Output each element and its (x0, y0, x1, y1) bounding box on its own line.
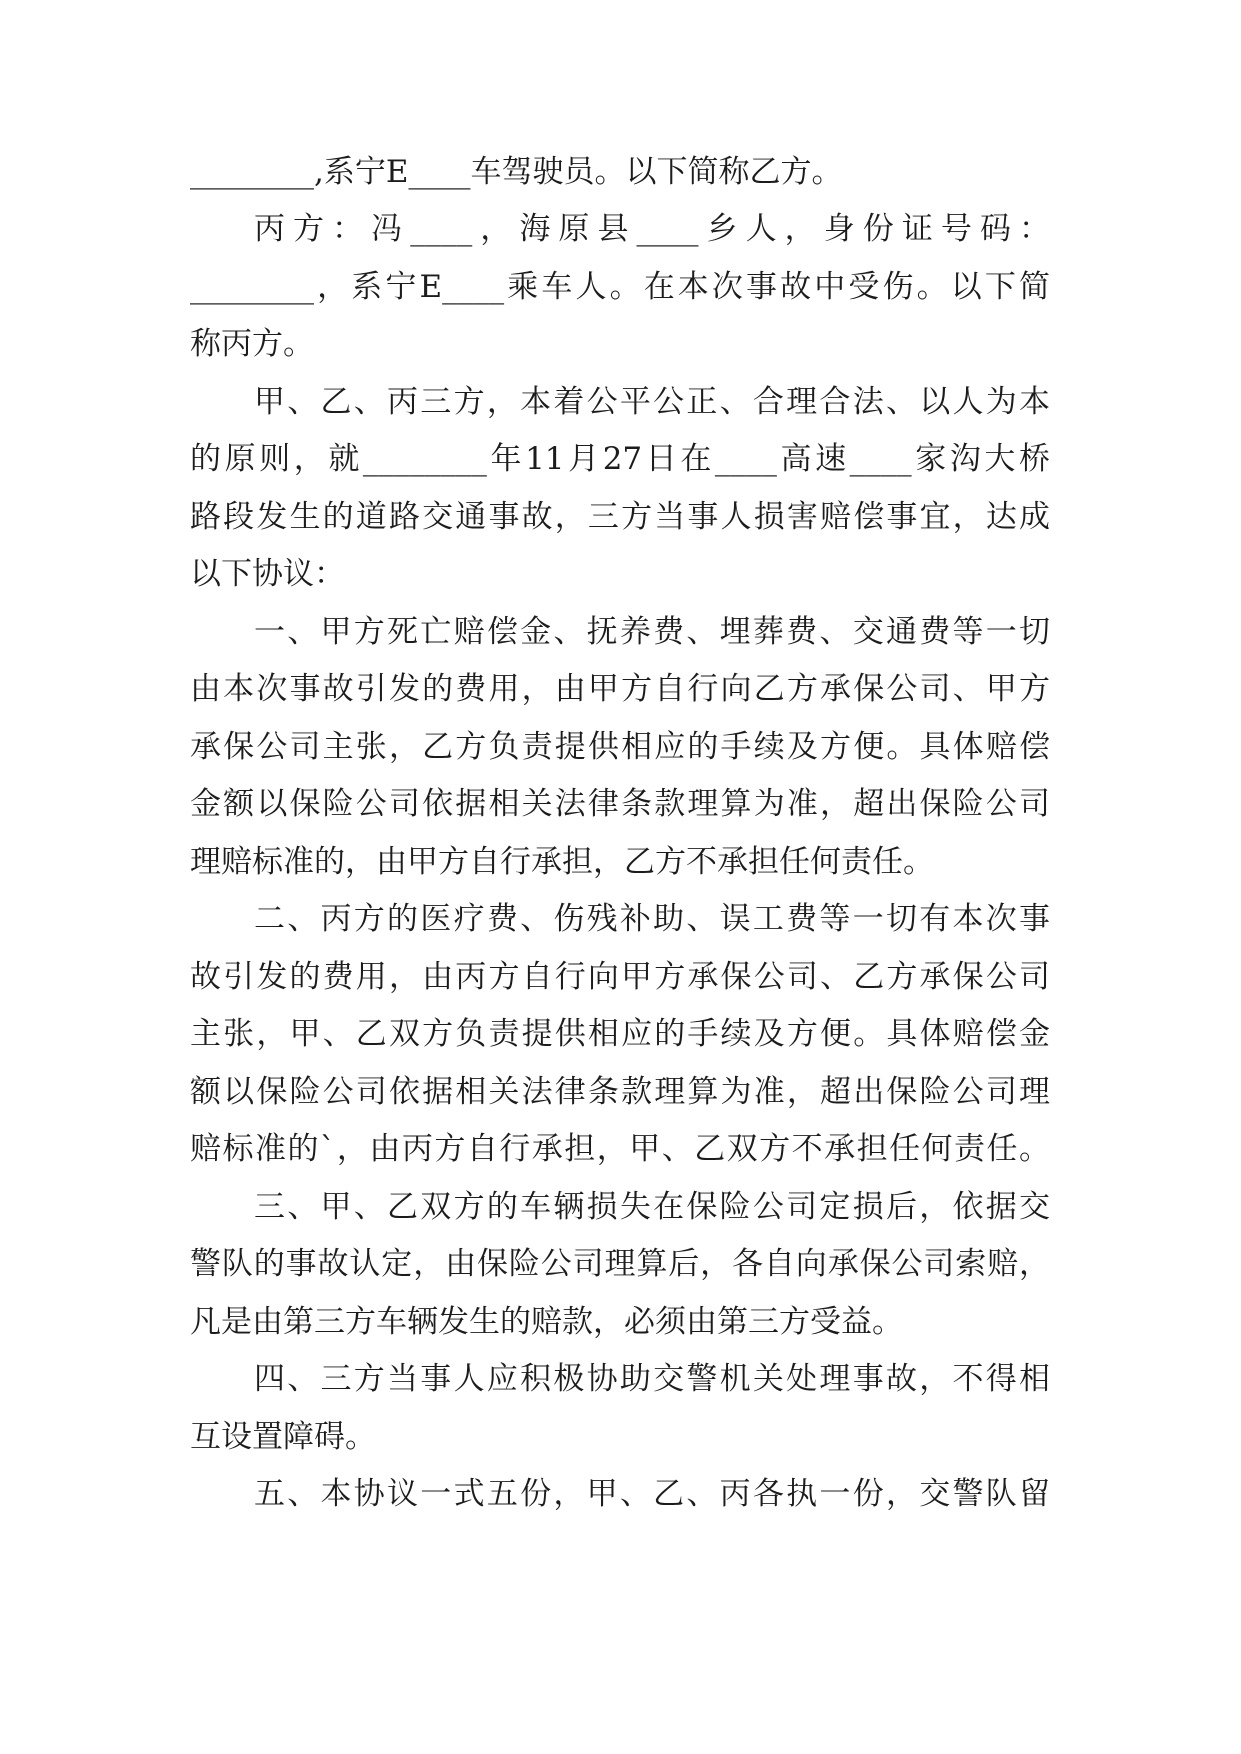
text-line: 赔标准的`，由丙方自行承担，甲、乙双方不承担任何责任。 (190, 1131, 1050, 1167)
text-line: 理赔标准的，由甲方自行承担，乙方不承担任何责任。 (190, 844, 934, 880)
text-line: 的原则，就________年11月27日在____高速____家沟大桥 (190, 441, 1050, 477)
text-line: 凡是由第三方车辆发生的赔款，必须由第三方受益。 (190, 1304, 903, 1340)
text-line: 三、甲、乙双方的车辆损失在保险公司定损后，依据交 (254, 1189, 1050, 1225)
text-line: 金额以保险公司依据相关法律条款理算为准，超出保险公司 (190, 786, 1050, 822)
text-line: 五、本协议一式五份，甲、乙、丙各执一份，交警队留 (254, 1476, 1050, 1512)
text-line: 主张，甲、乙双方负责提供相应的手续及方便。具体赔偿金 (190, 1016, 1050, 1052)
text-line: 二、丙方的医疗费、伤残补助、误工费等一切有本次事 (254, 901, 1050, 937)
text-line: 额以保险公司依据相关法律条款理算为准，超出保险公司理 (190, 1074, 1050, 1110)
text-line: 以下协议： (190, 556, 345, 592)
text-line: 路段发生的道路交通事故，三方当事人损害赔偿事宜，达成 (190, 499, 1050, 535)
text-line: 丙方：冯____，海原县____乡人，身份证号码： (254, 211, 1050, 247)
text-line: 四、三方当事人应积极协助交警机关处理事故，不得相 (254, 1361, 1050, 1397)
text-line: 承保公司主张，乙方负责提供相应的手续及方便。具体赔偿 (190, 729, 1050, 765)
text-line: 称丙方。 (190, 326, 314, 362)
text-line: ________,系宁E____车驾驶员。以下简称乙方。 (190, 154, 843, 190)
text-line: 由本次事故引发的费用，由甲方自行向乙方承保公司、甲方 (190, 671, 1050, 707)
text-line: 一、甲方死亡赔偿金、抚养费、埋葬费、交通费等一切 (254, 614, 1050, 650)
text-line: 甲、乙、丙三方，本着公平公正、合理合法、以人为本 (254, 384, 1050, 420)
text-line: 故引发的费用，由丙方自行向甲方承保公司、乙方承保公司 (190, 959, 1050, 995)
text-line: 警队的事故认定，由保险公司理算后，各自向承保公司索赔， (190, 1246, 1050, 1282)
text-line: ________，系宁E____乘车人。在本次事故中受伤。以下简 (190, 269, 1050, 305)
text-line: 互设置障碍。 (190, 1419, 376, 1455)
